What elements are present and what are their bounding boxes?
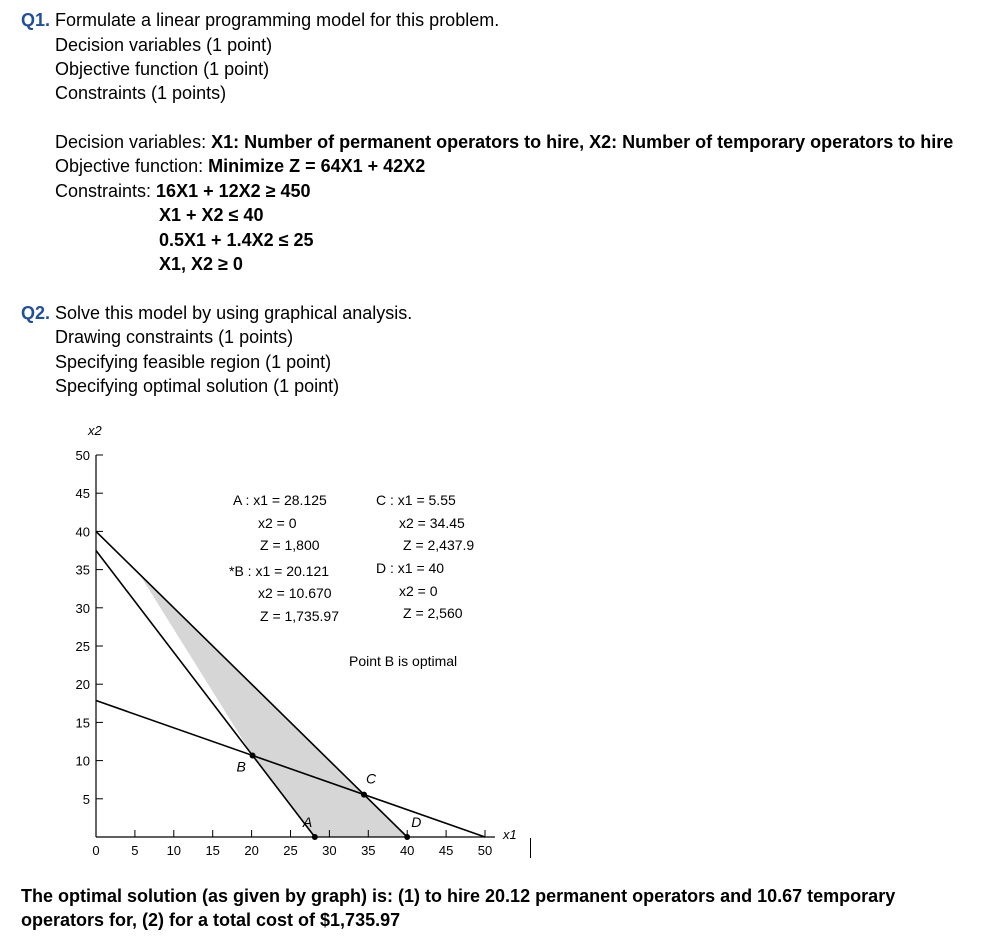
objective-function-line <box>55 155 425 177</box>
q1-item-3: Constraints (1 points) <box>55 83 227 103</box>
point-d <box>404 834 410 840</box>
annot-c-head: C : x1 = 5.55 <box>376 492 456 508</box>
x-axis-label: x1 <box>503 827 517 842</box>
x-tick-label-35: 35 <box>361 843 376 858</box>
q2-number: Q2. <box>21 303 51 323</box>
constraint-1: 16X1 + 12X2 ≥ 450 <box>156 181 311 201</box>
q1-title: Formulate a linear programming model for this problem. <box>55 10 500 30</box>
x-tick-label-25: 25 <box>283 843 298 858</box>
annot-c-x2: x2 = 34.45 <box>399 515 465 531</box>
point-c <box>361 792 367 798</box>
annot-b-head: *B : x1 = 20.121 <box>229 563 330 579</box>
y-tick-label-50: 50 <box>75 448 90 463</box>
q2-item-3: Specifying optimal solution (1 point) <box>55 376 340 396</box>
conclusion-line-1: The optimal solution (as given by graph) is: (1) to hire 20.12 permanent operators and 10.67 temporary <box>21 886 896 906</box>
text-cursor <box>530 838 531 858</box>
y-tick-label-20: 20 <box>75 677 90 693</box>
y-tick-label-40: 40 <box>75 524 90 540</box>
dv-label: Decision variables: <box>55 132 212 152</box>
y-tick-label-35: 35 <box>75 562 90 578</box>
dv-value: X1: Number of permanent operators to hire, X2: Number of temporary operators to hire <box>211 132 954 152</box>
annot-c-z: Z = 2,437.9 <box>403 537 475 553</box>
x-tick-label-45: 45 <box>438 843 454 858</box>
annot-a-z: Z = 1,800 <box>260 537 320 553</box>
x-axis-ticks <box>92 830 492 858</box>
constraint-line-3 <box>96 701 485 837</box>
graphical-solution-chart <box>0 418 560 866</box>
conclusion-line-2: operators for, (2) for a total cost of $1,735.97 <box>21 910 401 930</box>
y-tick-label-30: 30 <box>75 600 90 616</box>
x-tick-label-0: 0 <box>92 843 100 858</box>
con-label: Constraints: <box>55 181 157 201</box>
constraints-line <box>55 180 311 202</box>
annot-b-x2: x2 = 10.670 <box>258 585 332 601</box>
constraint-4: X1, X2 ≥ 0 <box>159 254 243 274</box>
x-tick-label-5: 5 <box>131 843 139 858</box>
annot-d-z: Z = 2,560 <box>403 605 463 621</box>
q1-item-1: Decision variables (1 point) <box>55 35 273 55</box>
optimal-note: Point B is optimal <box>349 653 458 669</box>
decision-variables-line <box>55 131 953 153</box>
point-label-d: D <box>411 814 422 830</box>
point-a <box>312 834 318 840</box>
q2-item-2: Specifying feasible region (1 point) <box>55 352 332 372</box>
obj-label: Objective function: <box>55 156 209 176</box>
constraint-3: 0.5X1 + 1.4X2 ≤ 25 <box>159 230 314 250</box>
annot-b-z: Z = 1,735.97 <box>260 608 340 624</box>
x-tick-label-15: 15 <box>205 843 220 858</box>
y-axis-label: x2 <box>88 423 102 438</box>
q1-number: Q1. <box>21 10 51 30</box>
point-label-b: B <box>236 758 246 775</box>
y-tick-label-5: 5 <box>82 791 90 807</box>
annot-d-head: D : x1 = 40 <box>376 560 445 576</box>
q1-heading <box>21 9 499 31</box>
x-tick-label-20: 20 <box>244 843 259 858</box>
y-tick-label-15: 15 <box>75 715 90 731</box>
y-tick-label-25: 25 <box>75 639 90 654</box>
q2-title: Solve this model by using graphical analysis. <box>55 303 413 323</box>
constraint-2: X1 + X2 ≤ 40 <box>159 205 264 225</box>
x-tick-label-50: 50 <box>477 843 493 858</box>
point-label-a: A <box>302 814 313 830</box>
annot-a-x2: x2 = 0 <box>258 515 297 531</box>
point-label-c: C <box>366 770 377 787</box>
q1-item-2: Objective function (1 point) <box>55 59 270 79</box>
x-tick-label-40: 40 <box>399 843 415 858</box>
y-tick-label-10: 10 <box>75 753 90 769</box>
x-tick-label-30: 30 <box>322 843 337 858</box>
annot-d-x2: x2 = 0 <box>399 583 438 599</box>
q2-heading <box>21 302 412 324</box>
q2-item-1: Drawing constraints (1 points) <box>55 327 294 347</box>
obj-value: Minimize Z = 64X1 + 42X2 <box>208 156 426 176</box>
y-axis-ticks <box>76 448 103 807</box>
point-b <box>250 752 256 758</box>
y-tick-label-45: 45 <box>75 486 90 502</box>
x-tick-label-10: 10 <box>166 843 182 858</box>
annot-a-head: A : x1 = 28.125 <box>233 492 327 508</box>
